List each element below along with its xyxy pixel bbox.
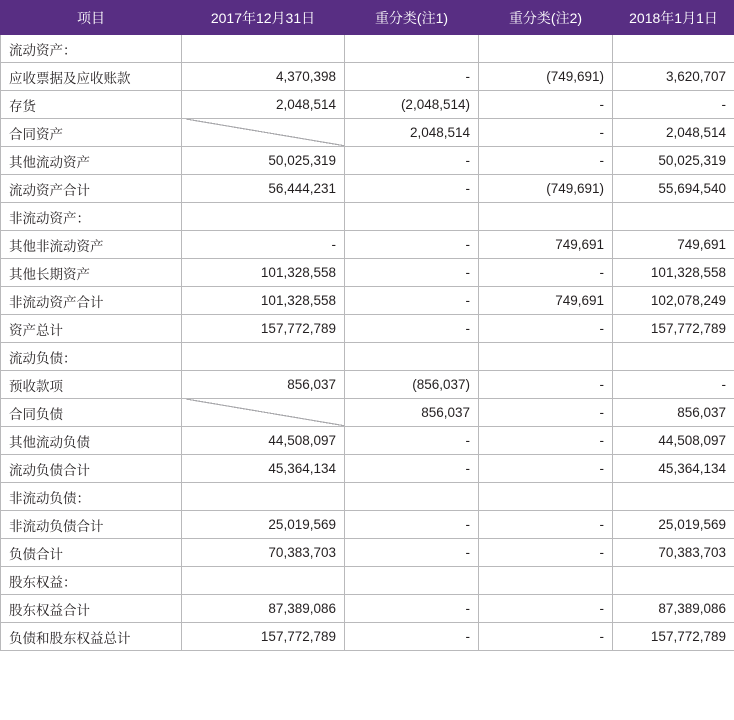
row-value: 2,048,514 bbox=[613, 119, 734, 147]
row-value: - bbox=[345, 287, 479, 315]
table-row bbox=[1, 231, 734, 259]
row-value: 102,078,249 bbox=[613, 287, 734, 315]
table-row bbox=[1, 511, 734, 539]
row-value: 50,025,319 bbox=[613, 147, 734, 175]
row-value: - bbox=[345, 511, 479, 539]
table-row bbox=[1, 399, 734, 427]
row-label: 资产总计 bbox=[1, 315, 182, 343]
row-label: 合同资产 bbox=[1, 119, 182, 147]
row-value: - bbox=[479, 623, 613, 651]
row-value: 2,048,514 bbox=[345, 119, 479, 147]
row-label: 股东权益： bbox=[1, 567, 182, 595]
table-row bbox=[1, 427, 734, 455]
row-value bbox=[345, 203, 479, 231]
table-row bbox=[1, 175, 734, 203]
row-value: 749,691 bbox=[479, 287, 613, 315]
row-value: - bbox=[479, 595, 613, 623]
table-row bbox=[1, 343, 734, 371]
row-value bbox=[613, 203, 734, 231]
row-value bbox=[613, 567, 734, 595]
row-value: 157,772,789 bbox=[613, 623, 734, 651]
row-label: 其他非流动资产 bbox=[1, 231, 182, 259]
row-label: 非流动负债合计 bbox=[1, 511, 182, 539]
row-value: (2,048,514) bbox=[345, 91, 479, 119]
row-value bbox=[345, 35, 479, 63]
row-value: - bbox=[479, 315, 613, 343]
row-value: - bbox=[613, 91, 734, 119]
row-value bbox=[479, 35, 613, 63]
row-value: - bbox=[345, 63, 479, 91]
row-value bbox=[182, 399, 345, 427]
row-label: 其他长期资产 bbox=[1, 259, 182, 287]
table-row bbox=[1, 567, 734, 595]
row-label: 其他流动负债 bbox=[1, 427, 182, 455]
row-value: - bbox=[182, 231, 345, 259]
table-row bbox=[1, 315, 734, 343]
row-label: 存货 bbox=[1, 91, 182, 119]
row-value: - bbox=[479, 119, 613, 147]
row-label: 非流动资产： bbox=[1, 203, 182, 231]
row-value: - bbox=[345, 595, 479, 623]
table-row bbox=[1, 63, 734, 91]
row-value: 157,772,789 bbox=[182, 623, 345, 651]
row-value: (749,691) bbox=[479, 63, 613, 91]
row-value bbox=[182, 483, 345, 511]
table-row bbox=[1, 203, 734, 231]
column-header-reclass-note2: 重分类(注2) bbox=[479, 1, 613, 35]
row-label: 负债和股东权益总计 bbox=[1, 623, 182, 651]
table-header-row bbox=[1, 1, 734, 35]
row-value: 25,019,569 bbox=[613, 511, 734, 539]
row-value: 44,508,097 bbox=[613, 427, 734, 455]
row-value: 25,019,569 bbox=[182, 511, 345, 539]
row-value bbox=[479, 203, 613, 231]
table-row bbox=[1, 595, 734, 623]
row-value bbox=[182, 119, 345, 147]
row-value: 2,048,514 bbox=[182, 91, 345, 119]
table-row bbox=[1, 91, 734, 119]
row-value: - bbox=[479, 539, 613, 567]
row-value: - bbox=[345, 427, 479, 455]
row-value: - bbox=[479, 371, 613, 399]
row-value bbox=[613, 343, 734, 371]
row-value: 44,508,097 bbox=[182, 427, 345, 455]
row-value: - bbox=[345, 539, 479, 567]
row-value: 50,025,319 bbox=[182, 147, 345, 175]
row-value: 749,691 bbox=[479, 231, 613, 259]
row-label: 股东权益合计 bbox=[1, 595, 182, 623]
row-value bbox=[479, 483, 613, 511]
row-value: - bbox=[345, 259, 479, 287]
row-value: 45,364,134 bbox=[613, 455, 734, 483]
row-value bbox=[345, 567, 479, 595]
row-value: - bbox=[345, 175, 479, 203]
row-value: - bbox=[345, 231, 479, 259]
row-value: - bbox=[345, 147, 479, 175]
row-label: 合同负债 bbox=[1, 399, 182, 427]
row-value bbox=[345, 483, 479, 511]
row-value bbox=[182, 567, 345, 595]
table-row bbox=[1, 371, 734, 399]
row-label: 应收票据及应收账款 bbox=[1, 63, 182, 91]
row-value bbox=[613, 35, 734, 63]
table-row bbox=[1, 483, 734, 511]
row-label: 非流动负债： bbox=[1, 483, 182, 511]
column-header-reclass-note1: 重分类(注1) bbox=[345, 1, 479, 35]
row-label: 流动资产： bbox=[1, 35, 182, 63]
row-value: - bbox=[479, 455, 613, 483]
row-label: 其他流动资产 bbox=[1, 147, 182, 175]
row-value: 56,444,231 bbox=[182, 175, 345, 203]
table-row bbox=[1, 119, 734, 147]
row-value: - bbox=[479, 147, 613, 175]
row-value: 45,364,134 bbox=[182, 455, 345, 483]
row-value: 157,772,789 bbox=[613, 315, 734, 343]
table-row bbox=[1, 259, 734, 287]
row-value: 101,328,558 bbox=[182, 259, 345, 287]
row-value: 101,328,558 bbox=[613, 259, 734, 287]
row-value: - bbox=[345, 623, 479, 651]
table-row bbox=[1, 35, 734, 63]
row-value: - bbox=[479, 259, 613, 287]
row-value: (856,037) bbox=[345, 371, 479, 399]
table-row bbox=[1, 147, 734, 175]
row-label: 负债合计 bbox=[1, 539, 182, 567]
row-value bbox=[182, 343, 345, 371]
row-label: 预收款项 bbox=[1, 371, 182, 399]
row-value: - bbox=[345, 455, 479, 483]
column-header-2018-01-01: 2018年1月1日 bbox=[613, 1, 734, 35]
table-row bbox=[1, 623, 734, 651]
row-value bbox=[182, 35, 345, 63]
row-value: 4,370,398 bbox=[182, 63, 345, 91]
column-header-item: 项目 bbox=[1, 1, 182, 35]
row-value: 70,383,703 bbox=[182, 539, 345, 567]
row-label: 流动负债合计 bbox=[1, 455, 182, 483]
table-row bbox=[1, 287, 734, 315]
row-value: 87,389,086 bbox=[182, 595, 345, 623]
row-value bbox=[613, 483, 734, 511]
row-value: (749,691) bbox=[479, 175, 613, 203]
row-value bbox=[479, 567, 613, 595]
row-value: 3,620,707 bbox=[613, 63, 734, 91]
row-value: 856,037 bbox=[182, 371, 345, 399]
row-value: 55,694,540 bbox=[613, 175, 734, 203]
row-value: - bbox=[479, 427, 613, 455]
row-label: 非流动资产合计 bbox=[1, 287, 182, 315]
row-value: - bbox=[613, 371, 734, 399]
row-value bbox=[345, 343, 479, 371]
table-body bbox=[1, 35, 734, 651]
row-value: - bbox=[345, 315, 479, 343]
row-value: 87,389,086 bbox=[613, 595, 734, 623]
table-header bbox=[1, 1, 734, 35]
row-label: 流动资产合计 bbox=[1, 175, 182, 203]
row-value: 856,037 bbox=[613, 399, 734, 427]
row-value bbox=[182, 203, 345, 231]
row-value: - bbox=[479, 91, 613, 119]
row-value: 70,383,703 bbox=[613, 539, 734, 567]
row-value bbox=[479, 343, 613, 371]
row-label: 流动负债： bbox=[1, 343, 182, 371]
row-value: 101,328,558 bbox=[182, 287, 345, 315]
row-value: 856,037 bbox=[345, 399, 479, 427]
column-header-2017-12-31: 2017年12月31日 bbox=[182, 1, 345, 35]
row-value: - bbox=[479, 399, 613, 427]
row-value: 749,691 bbox=[613, 231, 734, 259]
row-value: 157,772,789 bbox=[182, 315, 345, 343]
row-value: - bbox=[479, 511, 613, 539]
table-row bbox=[1, 539, 734, 567]
table-row bbox=[1, 455, 734, 483]
